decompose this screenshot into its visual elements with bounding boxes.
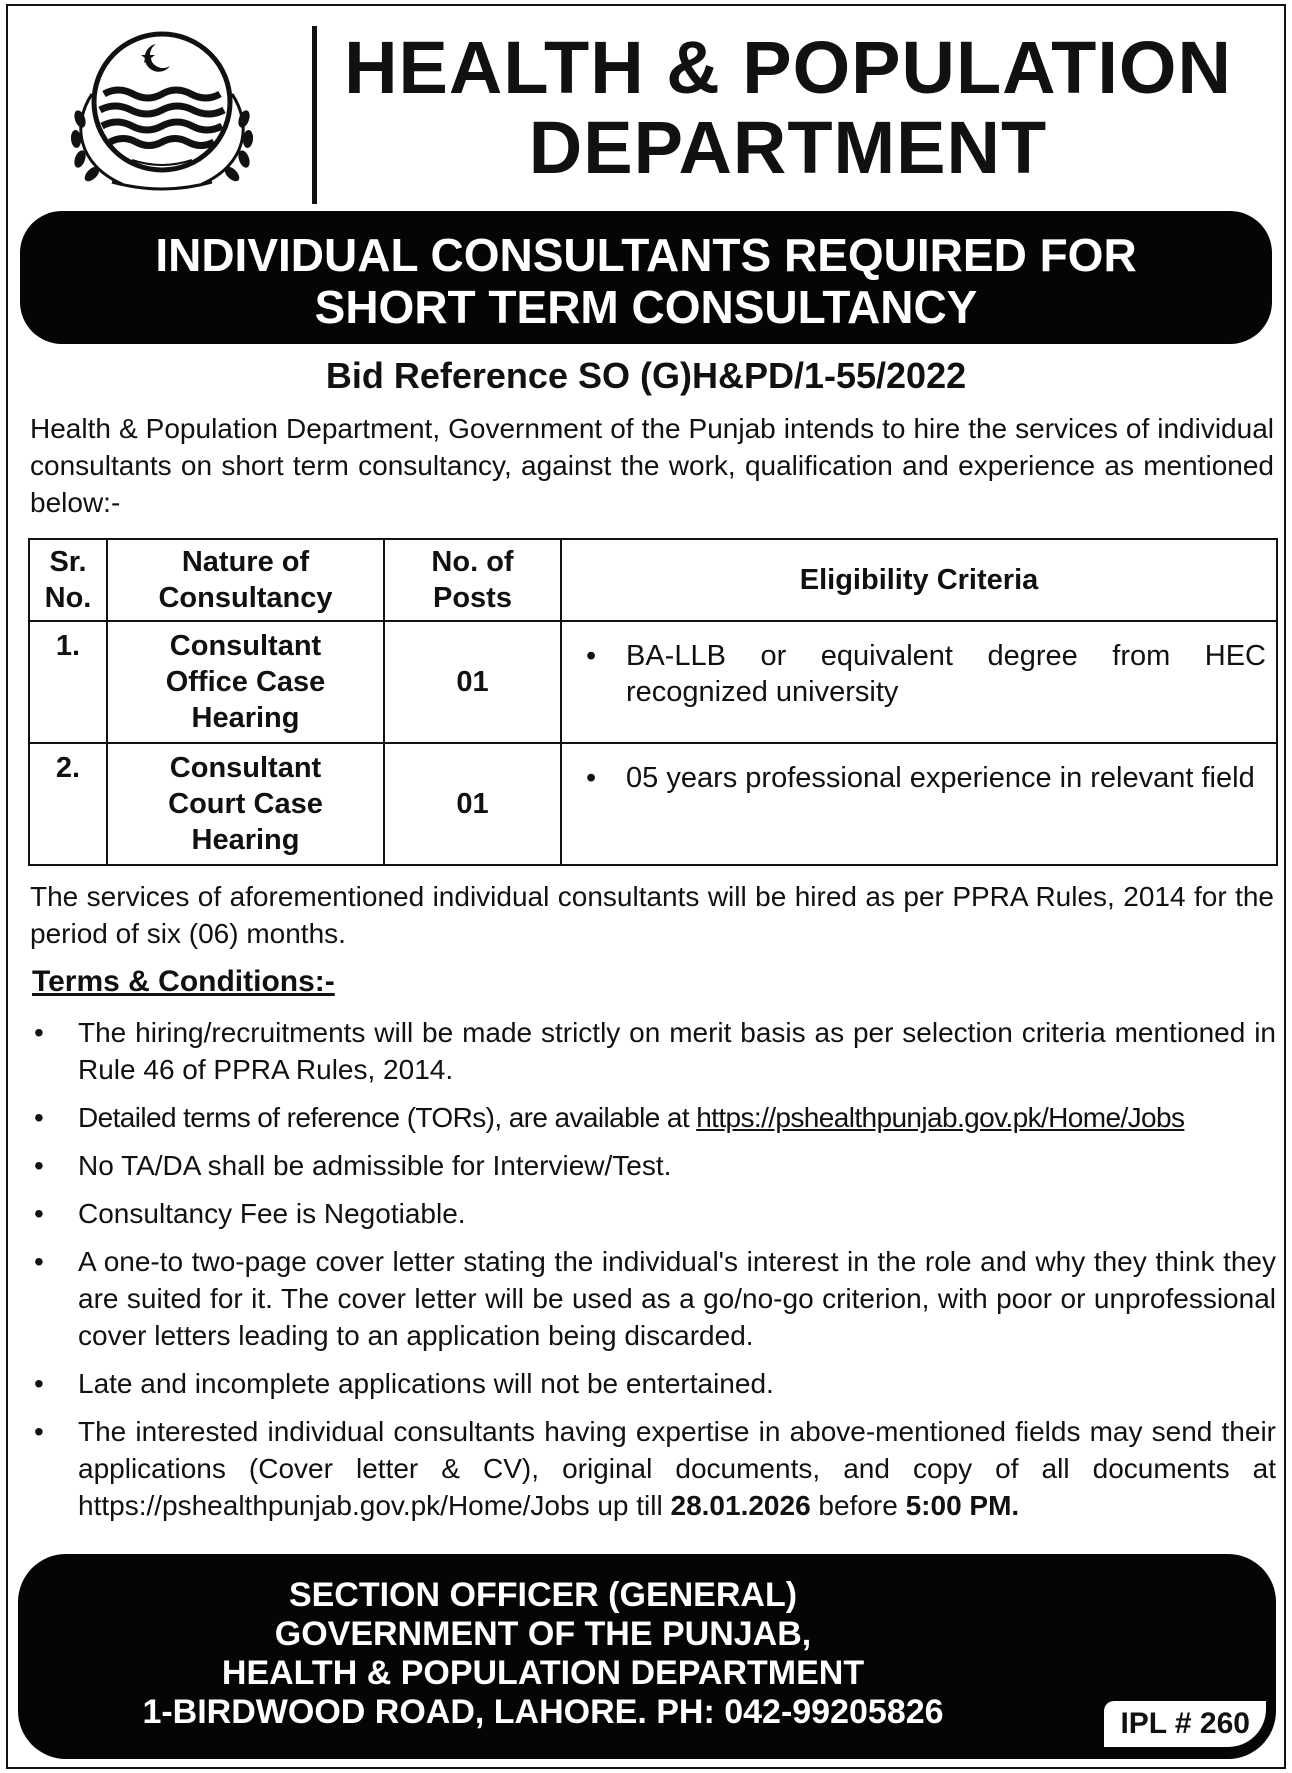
list-item: • Detailed terms of reference (TORs), are available at https://pshealthpunjab.gov.pk/Home/Jobs <box>30 1099 1276 1136</box>
table-row <box>29 621 1277 743</box>
ipl-number: IPL # 260 <box>1104 1701 1266 1747</box>
tor-link[interactable]: https://pshealthpunjab.gov.pk/Home/Jobs <box>696 1102 1185 1133</box>
list-item: • Late and incomplete applications will not be entertained. <box>30 1365 1276 1402</box>
header-divider <box>312 26 317 204</box>
table-row <box>29 743 1277 865</box>
office-address <box>18 1576 1068 1732</box>
row-nature: Consultant Court Case Hearing <box>107 743 384 865</box>
bullet-icon: • <box>586 762 597 794</box>
deadline-time: 5:00 PM. <box>905 1490 1020 1521</box>
terms-list <box>30 1014 1276 1535</box>
list-item: • A one-to two-page cover letter stating the individual's interest in the role and why they think they are suited for it. The cover letter will be used as a go/no-go criterion, with poor or unprofessional cover letters leading to an application being discarded. <box>30 1243 1276 1354</box>
row-nature: Consultant Office Case Hearing <box>107 621 384 743</box>
advertisement-page <box>6 4 1286 1769</box>
row-sr: 2. <box>29 743 107 865</box>
terms-title: Terms & Conditions:- <box>32 965 335 998</box>
table-header-row <box>29 539 1277 621</box>
deadline-date: 28.01.2026 <box>670 1490 811 1521</box>
department-title-line1: HEALTH & POPULATION <box>344 26 1232 109</box>
row-criteria: • BA-LLB or equivalent degree from HEC recognized university <box>561 621 1277 743</box>
row-posts: 01 <box>384 621 561 743</box>
header-posts: No. of Posts <box>384 539 561 621</box>
footer-line1: SECTION OFFICER (GENERAL) <box>288 1576 798 1614</box>
bid-reference: Bid Reference SO (G)H&PD/1-55/2022 <box>325 355 967 396</box>
department-title-line2: DEPARTMENT <box>528 106 1048 189</box>
headline-line2: SHORT TERM CONSULTANCY <box>314 281 978 333</box>
intro-paragraph: Health & Population Department, Government of the Punjab intends to hire the services of individual consultants on short term consultancy, against the work, qualification and experience as mentioned below:- <box>30 413 1274 518</box>
header-sr-no: Sr. No. <box>29 539 107 621</box>
punjab-emblem-icon <box>52 24 272 194</box>
positions-table <box>28 538 1278 866</box>
list-item: • Consultancy Fee is Negotiable. <box>30 1195 1276 1232</box>
bullet-icon: • <box>34 1198 44 1229</box>
bullet-icon: • <box>34 1150 44 1181</box>
row-posts: 01 <box>384 743 561 865</box>
footer-banner <box>18 1554 1276 1759</box>
row-criteria: • 05 years professional experience in relevant field <box>561 743 1277 865</box>
bullet-icon: • <box>586 640 597 672</box>
list-item: • No TA/DA shall be admissible for Interview/Test. <box>30 1147 1276 1184</box>
bullet-icon: • <box>34 1246 44 1277</box>
header-criteria: Eligibility Criteria <box>561 539 1277 621</box>
header <box>8 6 1284 206</box>
footer-line2: GOVERNMENT OF THE PUNJAB, <box>274 1615 812 1653</box>
list-item: • The interested individual consultants having expertise in above-mentioned fields may send their applications (Cover letter & CV), original documents, and copy of all documents at https://pshealthpunjab.gov.pk/Home/Jobs up till 28.01.2026 before 5:00 PM. <box>30 1413 1276 1524</box>
list-item: • The hiring/recruitments will be made strictly on merit basis as per selection criteria mentioned in Rule 46 of PPRA Rules, 2014. <box>30 1014 1276 1088</box>
department-title <box>338 28 1238 188</box>
footer-line3: HEALTH & POPULATION DEPARTMENT <box>221 1654 865 1692</box>
footer-line4: 1-BIRDWOOD ROAD, LAHORE. PH: 042-99205826 <box>142 1693 944 1731</box>
bullet-icon: • <box>34 1102 44 1133</box>
headline-line1: INDIVIDUAL CONSULTANTS REQUIRED FOR <box>155 229 1137 281</box>
period-paragraph: The services of aforementioned individual consultants will be hired as per PPRA Rules, 2014 for the period of six (06) months. <box>30 881 1274 949</box>
headline-banner <box>20 211 1272 344</box>
bullet-icon: • <box>34 1416 44 1447</box>
row-sr: 1. <box>29 621 107 743</box>
bullet-icon: • <box>34 1368 44 1399</box>
bullet-icon: • <box>34 1017 44 1048</box>
header-nature: Nature of Consultancy <box>107 539 384 621</box>
